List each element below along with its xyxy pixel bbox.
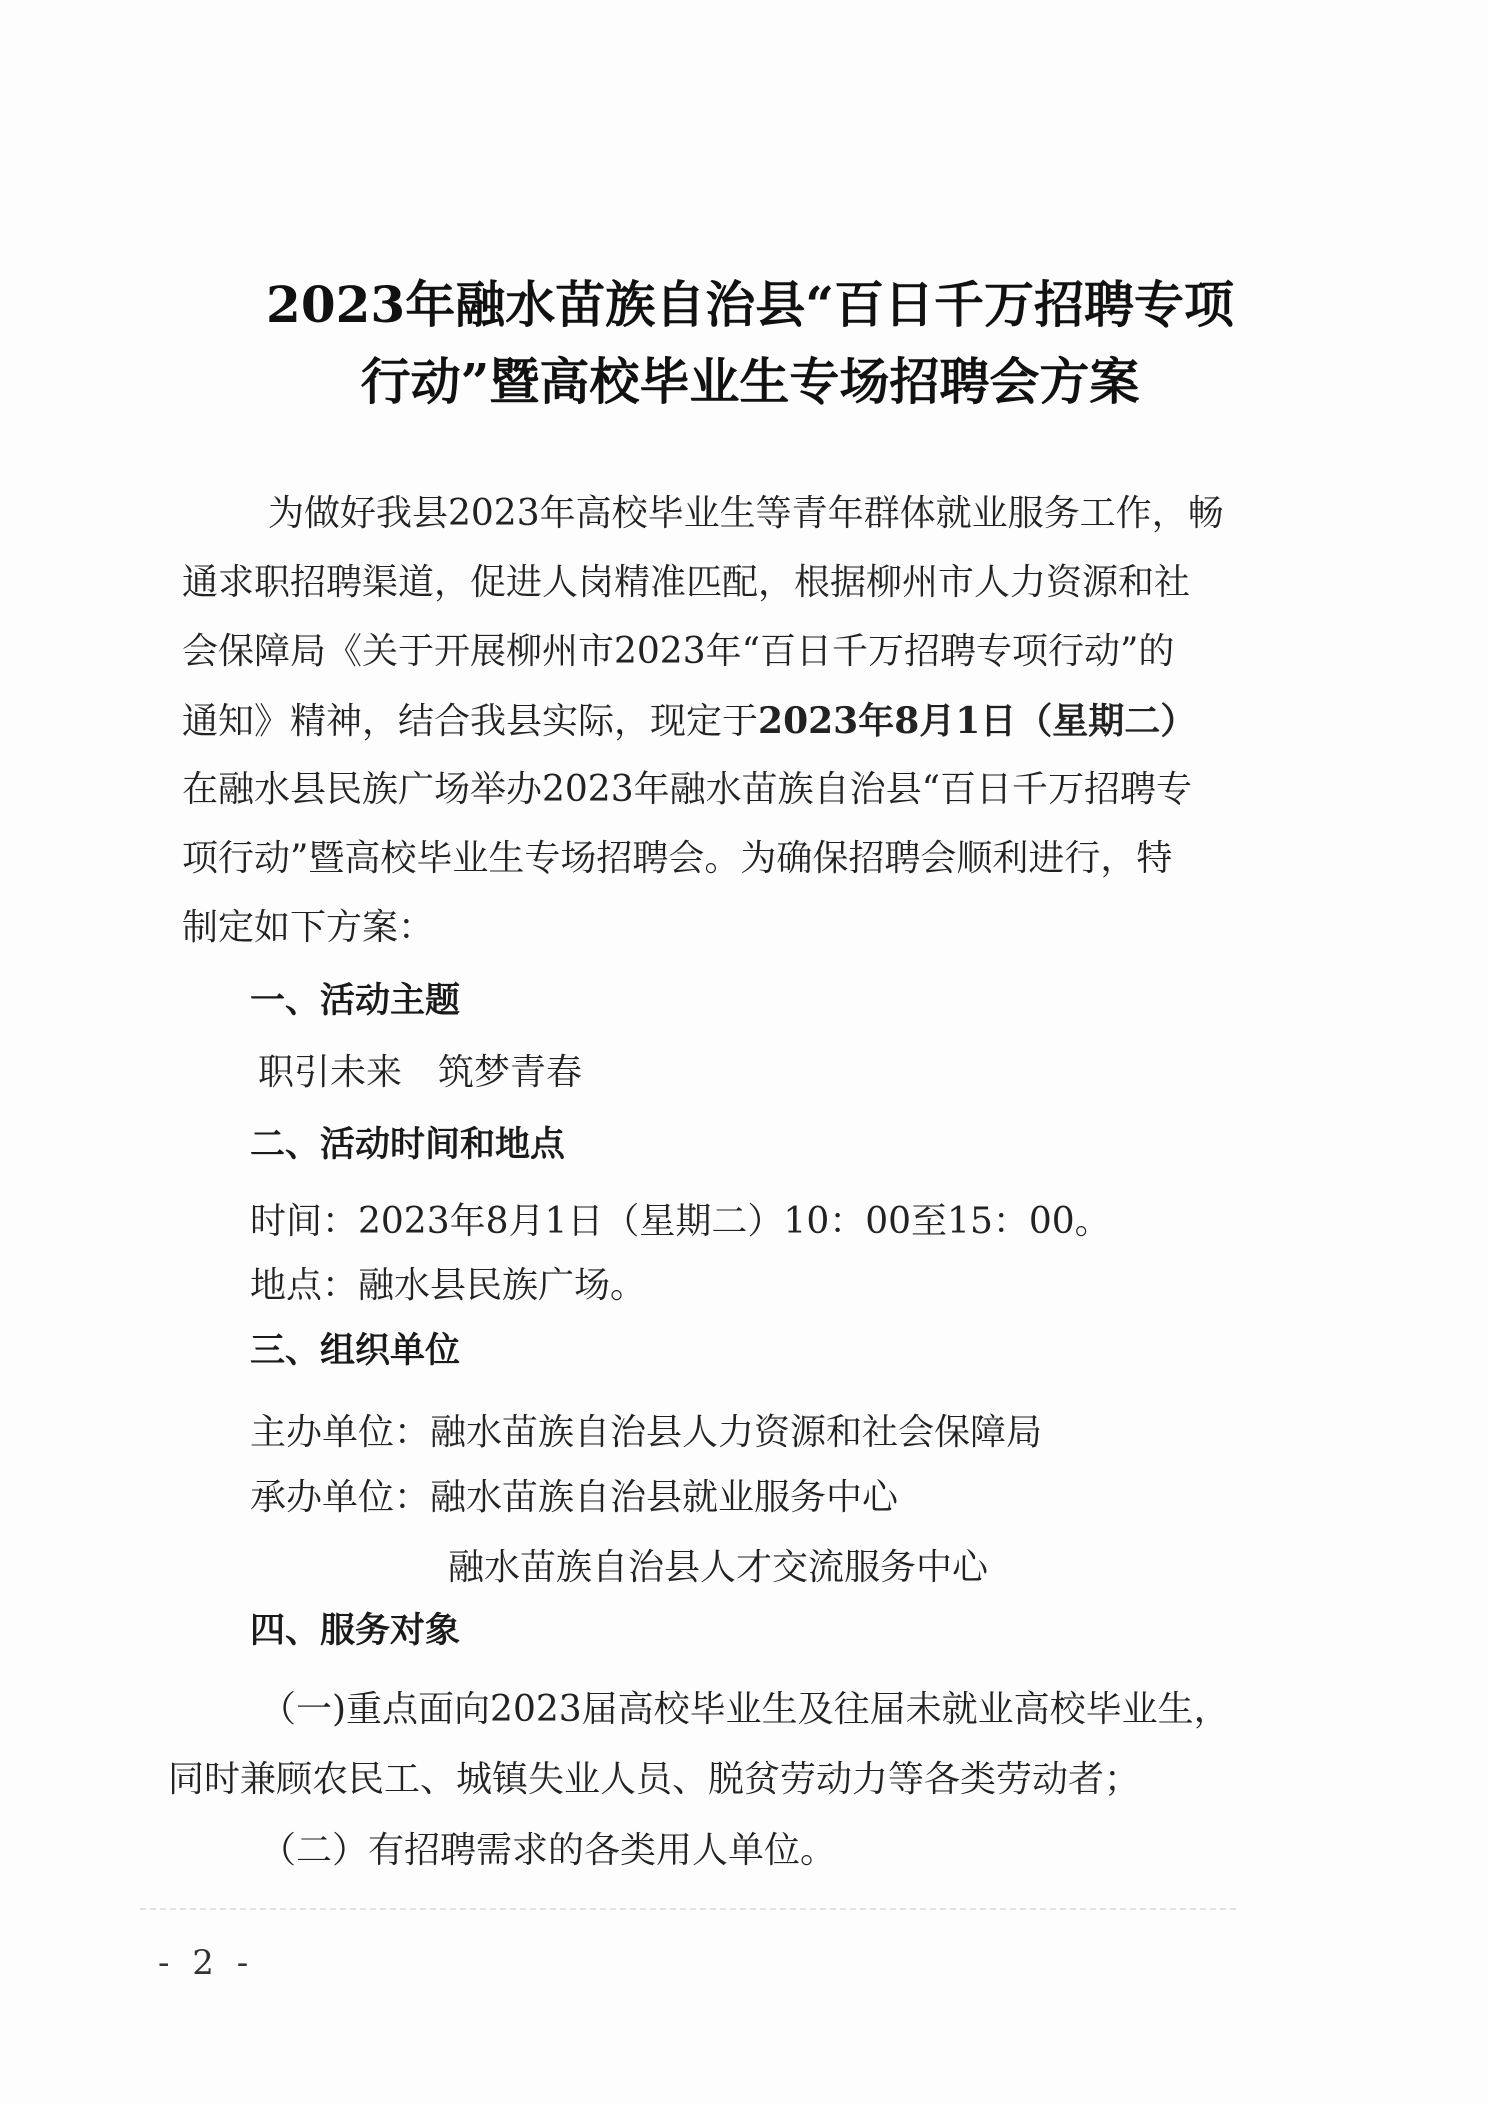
organizer-unit-1: 融水苗族自治县就业服务中心 xyxy=(430,1477,899,1518)
organizer-unit-row xyxy=(250,1477,899,1518)
intro-line-1: 为做好我县2023年高校毕业生等青年群体就业服务工作，畅 xyxy=(268,493,1224,534)
section-4-heading: 四、服务对象 xyxy=(250,1611,461,1651)
footer-divider xyxy=(140,1908,1240,1910)
page-number: - 2 - xyxy=(158,1943,255,1983)
section-1-heading: 一、活动主题 xyxy=(250,981,461,1021)
organizer-unit-label: 承办单位： xyxy=(250,1477,431,1518)
host-unit: 融水苗族自治县人力资源和社会保障局 xyxy=(430,1412,1043,1453)
section-3-heading: 三、组织单位 xyxy=(250,1331,461,1371)
service-target-item-1-line-2: 同时兼顾农民工、城镇失业人员、脱贫劳动力等各类劳动者； xyxy=(168,1759,1141,1800)
event-date-bold: 2023年8月1日（星期二） xyxy=(758,700,1197,742)
intro-line-6: 项行动”暨高校毕业生专场招聘会。为确保招聘会顺利进行，特 xyxy=(182,838,1173,879)
service-target-item-2: （二）有招聘需求的各类用人单位。 xyxy=(260,1830,837,1871)
intro-line-2: 通求职招聘渠道，促进人岗精准匹配，根据柳州市人力资源和社 xyxy=(182,562,1191,603)
intro-line-5: 在融水县民族广场举办2023年融水苗族自治县“百日千万招聘专 xyxy=(182,769,1193,810)
document-title-line-1: 2023年融水苗族自治县“百日千万招聘专项 xyxy=(266,275,1234,334)
host-unit-row xyxy=(250,1412,1043,1453)
section-2-heading: 二、活动时间和地点 xyxy=(250,1125,566,1165)
activity-theme: 职引未来 筑梦青春 xyxy=(258,1052,583,1093)
intro-line-3: 会保障局《关于开展柳州市2023年“百日千万招聘专项行动”的 xyxy=(182,631,1175,672)
host-unit-label: 主办单位： xyxy=(250,1412,431,1453)
intro-line-7: 制定如下方案： xyxy=(182,907,435,948)
service-target-item-1-line-1: （一)重点面向2023届高校毕业生及往届未就业高校毕业生， xyxy=(260,1689,1230,1730)
organizer-unit-2: 融水苗族自治县人才交流服务中心 xyxy=(448,1547,989,1588)
event-place: 地点：融水县民族广场。 xyxy=(250,1265,647,1306)
event-time: 时间：2023年8月1日（星期二）10：00至15：00。 xyxy=(250,1201,1111,1242)
document-title-line-2: 行动”暨高校毕业生专场招聘会方案 xyxy=(360,352,1140,411)
intro-line-4-text: 通知》精神，结合我县实际，现定于 xyxy=(182,701,759,742)
intro-line-4 xyxy=(182,700,1197,742)
